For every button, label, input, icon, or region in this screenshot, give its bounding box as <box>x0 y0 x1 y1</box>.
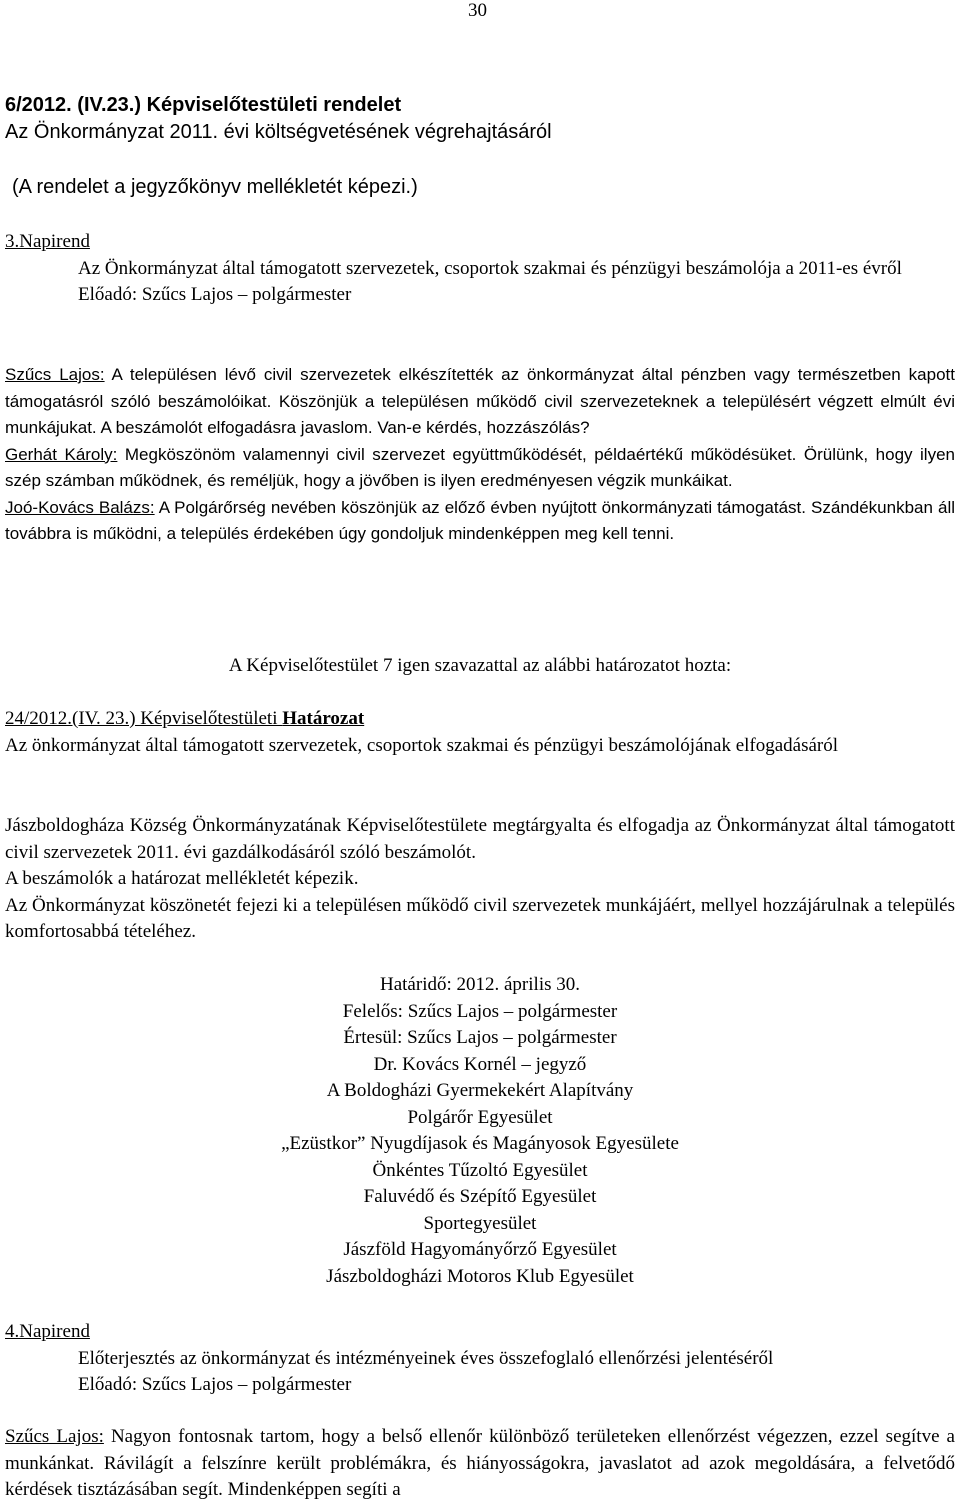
resolution-p1: Jászboldogháza Község Önkormányzatának Képviselőtestülete megtárgyalta és elfogadja az Önkormányzat által támogatott civil szervezetek 2011. évi gazdálkodásáról szóló beszámolót. <box>5 815 955 863</box>
speech-text: A településen lévő civil szervezetek elkészítették az önkormányzat által pénzben vagy természetben kapott támogatásról szóló beszámolóikat. Köszönjük a településen működő civil szervezeteknek a településért végzett elmúlt évi munkájukat. A beszámolót elfogadásra javaslom. Van-e kérdés, hozzászólás? <box>5 365 955 437</box>
resolution-recipients <box>5 972 955 1290</box>
speech-text: A Polgárőrség nevében köszönjük az előző évben nyújtott önkormányzati támogatást. Szándékunkban áll továbbra is működni, a település érdekében úgy gondoljuk mindenképpen meg kell tenni. <box>5 497 955 543</box>
speech-text: Megköszönöm valamennyi civil szervezet együttműködését, példaértékű működésüket. Örülünk, hogy ilyen szép számban működnek, és reméljük, hogy a jövőben is ilyen eredményesen végzik munkáikat. <box>5 444 955 490</box>
discussion-4 <box>5 1424 955 1504</box>
notify-item: Önkéntes Tűzoltó Egyesület <box>372 1159 588 1181</box>
speech-text: Nagyon fontosnak tartom, hogy a belső ellenőr különböző területeken ellenőrzést végezzen, ezzel segítve a munkánkat. Rávilágít a felszínre került problémákra, és hiányosságokra, javaslatot ad azok megoldására, a felvetődő kérdések tisztázásában segít. Mindenképpen segíti a <box>5 1426 955 1500</box>
vote-statement: A Képviselőtestület 7 igen szavazattal az alábbi határozatot hozta: <box>228 655 732 676</box>
agenda-3-presenter: Előadó: Szűcs Lajos – polgármester <box>78 284 352 305</box>
resolution-subject: Az önkormányzat által támogatott szervezetek, csoportok szakmai és pénzügyi beszámolójának elfogadásáról <box>5 734 839 756</box>
notify-item: Polgárőr Egyesület <box>407 1106 553 1128</box>
speech-1 <box>5 362 955 442</box>
notify-item: Faluvédő és Szépítő Egyesület <box>363 1186 597 1207</box>
resolution-body <box>5 813 955 946</box>
speech-3 <box>5 495 955 548</box>
rendelet-subtitle: Az Önkormányzat 2011. évi költségvetésének végrehajtásáról <box>5 121 552 143</box>
notify-item: Jászföld Hagyományőrző Egyesület <box>343 1239 617 1260</box>
notify-item: „Ezüstkor” Nyugdíjasok és Magányosok Egyesülete <box>281 1133 679 1154</box>
notify-item: Értesül: Szűcs Lajos – polgármester <box>343 1027 617 1048</box>
deadline: Határidő: 2012. április 30. <box>380 974 580 995</box>
agenda-3 <box>5 229 955 309</box>
rendelet-title: 6/2012. (IV.23.) Képviselőtestületi rendelet <box>5 94 402 116</box>
notify-item: Dr. Kovács Kornél – jegyző <box>373 1053 587 1075</box>
speech-4 <box>5 1424 955 1504</box>
notify-item: A Boldogházi Gyermekekért Alapítvány <box>326 1080 634 1101</box>
speaker-name: Szűcs Lajos: <box>5 365 105 384</box>
rendelet-block <box>5 92 955 146</box>
speaker-name: Joó-Kovács Balázs: <box>5 497 155 517</box>
rendelet-note: (A rendelet a jegyzőkönyv mellékletét képezi.) <box>12 176 418 198</box>
speech-2 <box>5 442 955 495</box>
discussion-3 <box>5 362 955 548</box>
agenda-4-title: Előterjesztés az önkormányzat és intézményeinek éves összefoglaló ellenőrzési jelentéséről <box>78 1347 774 1369</box>
resolution-number: 24/2012.(IV. 23.) Képviselőtestületi Határozat <box>5 708 365 729</box>
speaker-name: Szűcs Lajos: <box>5 1426 104 1447</box>
page-number: 30 <box>468 0 487 21</box>
agenda-4-heading: 4.Napirend <box>5 1321 90 1342</box>
agenda-4 <box>5 1319 955 1399</box>
responsible: Felelős: Szűcs Lajos – polgármester <box>342 1000 618 1022</box>
resolution-p2: A beszámolók a határozat mellékletét képezik. <box>5 868 359 889</box>
notify-item: Jászboldogházi Motoros Klub Egyesület <box>326 1265 634 1287</box>
notify-item: Sportegyesület <box>423 1212 537 1234</box>
resolution <box>5 706 955 759</box>
agenda-3-heading: 3.Napirend <box>5 231 90 252</box>
agenda-3-title: Az Önkormányzat által támogatott szervezetek, csoportok szakmai és pénzügyi beszámolója a 2011-es évről <box>78 257 902 279</box>
resolution-p3: Az Önkormányzat köszönetét fejezi ki a településen működő civil szervezetek munkájáért, mellyel hozzájárulnak a település komfortosabbá tételéhez. <box>5 894 955 942</box>
speaker-name: Gerhát Károly: <box>5 444 118 464</box>
agenda-4-presenter: Előadó: Szűcs Lajos – polgármester <box>78 1374 352 1395</box>
